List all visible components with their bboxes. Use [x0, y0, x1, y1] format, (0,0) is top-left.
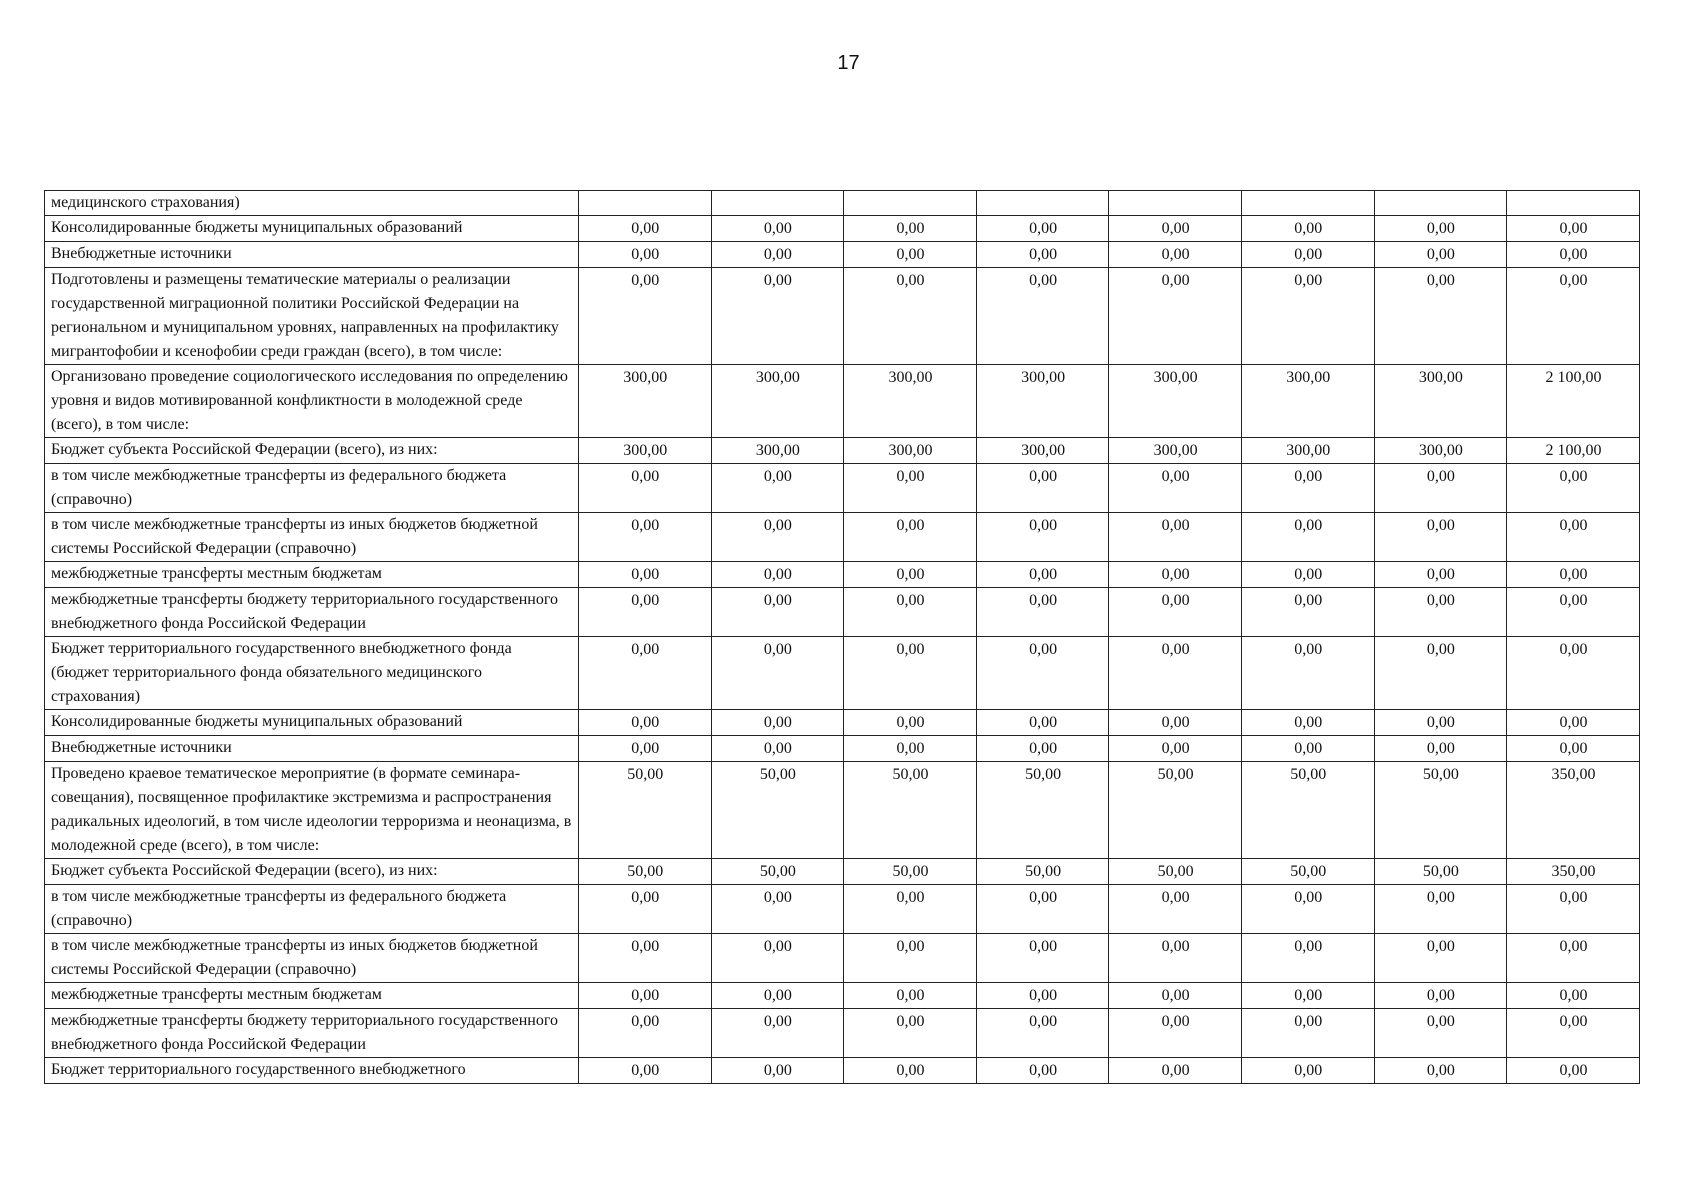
- table-row: [45, 859, 1640, 885]
- value-cell: 0,00: [711, 1009, 844, 1058]
- value-cell: 0,00: [1241, 268, 1374, 365]
- row-label: Бюджет территориального государственного внебюджетного фонда (бюджет территориального фонда обязательного медицинского страхования): [45, 637, 579, 710]
- value-cell: 0,00: [1241, 588, 1374, 637]
- value-cell: 0,00: [976, 885, 1109, 934]
- value-cell: 0,00: [1109, 216, 1242, 242]
- row-label: Консолидированные бюджеты муниципальных образований: [45, 710, 579, 736]
- value-cell: 0,00: [1374, 216, 1507, 242]
- value-cell: 0,00: [1374, 885, 1507, 934]
- value-cell: 0,00: [711, 562, 844, 588]
- row-label: Внебюджетные источники: [45, 242, 579, 268]
- row-label: Бюджет субъекта Российской Федерации (всего), из них:: [45, 438, 579, 464]
- value-cell: 0,00: [1507, 562, 1640, 588]
- value-cell: 0,00: [1241, 637, 1374, 710]
- value-cell: 0,00: [976, 983, 1109, 1009]
- value-cell: 0,00: [711, 588, 844, 637]
- table-body: [45, 191, 1640, 1084]
- table-row: [45, 191, 1640, 216]
- value-cell: 0,00: [1109, 637, 1242, 710]
- value-cell: 0,00: [711, 464, 844, 513]
- table-row: [45, 934, 1640, 983]
- value-cell: 50,00: [844, 762, 977, 859]
- value-cell: 0,00: [711, 513, 844, 562]
- value-cell: 0,00: [579, 216, 712, 242]
- value-cell: 0,00: [1109, 885, 1242, 934]
- row-label: в том числе межбюджетные трансферты из иных бюджетов бюджетной системы Российской Федерации (справочно): [45, 934, 579, 983]
- table-row: [45, 983, 1640, 1009]
- value-cell: 0,00: [711, 1058, 844, 1084]
- row-label: межбюджетные трансферты бюджету территориального государственного внебюджетного фонда Российской Федерации: [45, 588, 579, 637]
- value-cell: [1374, 191, 1507, 216]
- value-cell: 0,00: [579, 268, 712, 365]
- value-cell: 0,00: [579, 562, 712, 588]
- value-cell: 300,00: [579, 438, 712, 464]
- value-cell: 50,00: [579, 859, 712, 885]
- row-label: межбюджетные трансферты бюджету территориального государственного внебюджетного фонда Российской Федерации: [45, 1009, 579, 1058]
- value-cell: 300,00: [976, 365, 1109, 438]
- value-cell: 0,00: [844, 637, 977, 710]
- value-cell: 0,00: [1507, 588, 1640, 637]
- row-label: в том числе межбюджетные трансферты из иных бюджетов бюджетной системы Российской Федерации (справочно): [45, 513, 579, 562]
- value-cell: 0,00: [976, 216, 1109, 242]
- value-cell: 0,00: [1109, 562, 1242, 588]
- value-cell: 0,00: [1374, 513, 1507, 562]
- value-cell: 50,00: [976, 762, 1109, 859]
- value-cell: 50,00: [1241, 762, 1374, 859]
- value-cell: 0,00: [579, 885, 712, 934]
- value-cell: 0,00: [1241, 736, 1374, 762]
- value-cell: 0,00: [1374, 934, 1507, 983]
- value-cell: 0,00: [711, 637, 844, 710]
- value-cell: 0,00: [844, 1058, 977, 1084]
- value-cell: 300,00: [579, 365, 712, 438]
- value-cell: 0,00: [1374, 1058, 1507, 1084]
- value-cell: 0,00: [844, 983, 977, 1009]
- value-cell: 0,00: [1374, 710, 1507, 736]
- value-cell: 0,00: [976, 588, 1109, 637]
- value-cell: 300,00: [1374, 365, 1507, 438]
- value-cell: 0,00: [1507, 464, 1640, 513]
- row-label: медицинского страхования): [45, 191, 579, 216]
- value-cell: 0,00: [1507, 1058, 1640, 1084]
- value-cell: 300,00: [1241, 365, 1374, 438]
- value-cell: 0,00: [1507, 885, 1640, 934]
- value-cell: 0,00: [579, 1009, 712, 1058]
- value-cell: 0,00: [711, 885, 844, 934]
- row-label: Бюджет территориального государственного внебюджетного: [45, 1058, 579, 1084]
- row-label: межбюджетные трансферты местным бюджетам: [45, 983, 579, 1009]
- value-cell: 0,00: [1241, 1058, 1374, 1084]
- value-cell: 0,00: [579, 513, 712, 562]
- row-label: Организовано проведение социологического исследования по определению уровня и видов мотивированной конфликтности в молодежной среде (всего), в том числе:: [45, 365, 579, 438]
- row-label: в том числе межбюджетные трансферты из федерального бюджета (справочно): [45, 885, 579, 934]
- value-cell: 2 100,00: [1507, 438, 1640, 464]
- value-cell: 50,00: [1241, 859, 1374, 885]
- value-cell: 300,00: [1109, 365, 1242, 438]
- value-cell: 0,00: [1374, 588, 1507, 637]
- value-cell: 50,00: [1374, 859, 1507, 885]
- table-row: [45, 268, 1640, 365]
- value-cell: 0,00: [1109, 588, 1242, 637]
- value-cell: 350,00: [1507, 762, 1640, 859]
- value-cell: 50,00: [711, 859, 844, 885]
- value-cell: 0,00: [1507, 242, 1640, 268]
- value-cell: 0,00: [976, 464, 1109, 513]
- value-cell: 300,00: [711, 365, 844, 438]
- value-cell: 0,00: [976, 637, 1109, 710]
- value-cell: 0,00: [1374, 562, 1507, 588]
- budget-table: [44, 190, 1640, 1084]
- value-cell: 0,00: [579, 464, 712, 513]
- value-cell: 0,00: [579, 736, 712, 762]
- value-cell: 0,00: [1507, 1009, 1640, 1058]
- value-cell: 0,00: [844, 562, 977, 588]
- table-row: [45, 1058, 1640, 1084]
- value-cell: 0,00: [1241, 513, 1374, 562]
- value-cell: 0,00: [844, 710, 977, 736]
- value-cell: 0,00: [579, 637, 712, 710]
- value-cell: 300,00: [1241, 438, 1374, 464]
- table-row: [45, 242, 1640, 268]
- value-cell: 0,00: [711, 983, 844, 1009]
- value-cell: 300,00: [1109, 438, 1242, 464]
- value-cell: 300,00: [711, 438, 844, 464]
- value-cell: 0,00: [844, 934, 977, 983]
- value-cell: 0,00: [1109, 242, 1242, 268]
- value-cell: [1109, 191, 1242, 216]
- row-label: Консолидированные бюджеты муниципальных образований: [45, 216, 579, 242]
- value-cell: 50,00: [1109, 859, 1242, 885]
- value-cell: 0,00: [1109, 1058, 1242, 1084]
- value-cell: [976, 191, 1109, 216]
- row-label: Подготовлены и размещены тематические материалы о реализации государственной миграционной политики Российской Федерации на региональном и муниципальном уровнях, направленных на профилактику мигрантофобии и ксенофобии среди граждан (всего), в том числе:: [45, 268, 579, 365]
- value-cell: 0,00: [1241, 562, 1374, 588]
- value-cell: 0,00: [1109, 1009, 1242, 1058]
- value-cell: 0,00: [1507, 736, 1640, 762]
- table-row: [45, 513, 1640, 562]
- table-row: [45, 710, 1640, 736]
- value-cell: 0,00: [844, 242, 977, 268]
- value-cell: 300,00: [1374, 438, 1507, 464]
- value-cell: 0,00: [1374, 736, 1507, 762]
- value-cell: [711, 191, 844, 216]
- value-cell: 0,00: [1241, 983, 1374, 1009]
- value-cell: 300,00: [976, 438, 1109, 464]
- value-cell: 50,00: [976, 859, 1109, 885]
- value-cell: 50,00: [844, 859, 977, 885]
- table-row: [45, 736, 1640, 762]
- page-number: 17: [837, 52, 860, 74]
- value-cell: 0,00: [1374, 242, 1507, 268]
- value-cell: 0,00: [1109, 736, 1242, 762]
- value-cell: 0,00: [1241, 885, 1374, 934]
- value-cell: 0,00: [1241, 464, 1374, 513]
- value-cell: 0,00: [976, 268, 1109, 365]
- value-cell: 0,00: [1374, 268, 1507, 365]
- value-cell: 0,00: [976, 562, 1109, 588]
- value-cell: 0,00: [1507, 934, 1640, 983]
- value-cell: 0,00: [579, 588, 712, 637]
- value-cell: 350,00: [1507, 859, 1640, 885]
- row-label: в том числе межбюджетные трансферты из федерального бюджета (справочно): [45, 464, 579, 513]
- value-cell: 0,00: [1507, 637, 1640, 710]
- row-label: межбюджетные трансферты местным бюджетам: [45, 562, 579, 588]
- value-cell: 0,00: [579, 1058, 712, 1084]
- value-cell: 0,00: [844, 588, 977, 637]
- value-cell: 0,00: [844, 216, 977, 242]
- value-cell: 0,00: [1109, 983, 1242, 1009]
- value-cell: 300,00: [844, 438, 977, 464]
- table-row: [45, 588, 1640, 637]
- row-label: Проведено краевое тематическое мероприятие (в формате семинара-совещания), посвященное профилактике экстремизма и распространения радикальных идеологий, в том числе идеологии терроризма и неонацизма, в молодежной среде (всего), в том числе:: [45, 762, 579, 859]
- value-cell: [844, 191, 977, 216]
- value-cell: [1507, 191, 1640, 216]
- value-cell: 0,00: [1507, 983, 1640, 1009]
- value-cell: 0,00: [711, 268, 844, 365]
- value-cell: 0,00: [711, 242, 844, 268]
- value-cell: 0,00: [1374, 464, 1507, 513]
- value-cell: 2 100,00: [1507, 365, 1640, 438]
- value-cell: 0,00: [1241, 1009, 1374, 1058]
- value-cell: 50,00: [711, 762, 844, 859]
- value-cell: 0,00: [1374, 983, 1507, 1009]
- row-label: Внебюджетные источники: [45, 736, 579, 762]
- value-cell: 0,00: [1507, 513, 1640, 562]
- value-cell: 300,00: [844, 365, 977, 438]
- value-cell: [1241, 191, 1374, 216]
- value-cell: 0,00: [1241, 242, 1374, 268]
- value-cell: 0,00: [711, 736, 844, 762]
- value-cell: [579, 191, 712, 216]
- value-cell: 0,00: [976, 1058, 1109, 1084]
- value-cell: 0,00: [844, 885, 977, 934]
- value-cell: 0,00: [1241, 216, 1374, 242]
- value-cell: 0,00: [976, 1009, 1109, 1058]
- value-cell: 0,00: [976, 242, 1109, 268]
- value-cell: 0,00: [976, 934, 1109, 983]
- value-cell: 0,00: [1109, 268, 1242, 365]
- row-label: Бюджет субъекта Российской Федерации (всего), из них:: [45, 859, 579, 885]
- value-cell: 0,00: [844, 1009, 977, 1058]
- value-cell: 0,00: [579, 242, 712, 268]
- value-cell: 0,00: [1109, 464, 1242, 513]
- value-cell: 0,00: [1109, 934, 1242, 983]
- value-cell: 0,00: [1507, 268, 1640, 365]
- value-cell: 0,00: [1507, 216, 1640, 242]
- value-cell: 0,00: [844, 268, 977, 365]
- table-row: [45, 216, 1640, 242]
- value-cell: 0,00: [1507, 710, 1640, 736]
- value-cell: 0,00: [1374, 1009, 1507, 1058]
- value-cell: 0,00: [976, 513, 1109, 562]
- value-cell: 0,00: [1241, 710, 1374, 736]
- value-cell: 0,00: [1109, 710, 1242, 736]
- value-cell: 0,00: [976, 736, 1109, 762]
- value-cell: 50,00: [1109, 762, 1242, 859]
- value-cell: 0,00: [976, 710, 1109, 736]
- value-cell: 50,00: [579, 762, 712, 859]
- value-cell: 0,00: [711, 710, 844, 736]
- value-cell: 0,00: [1109, 513, 1242, 562]
- value-cell: 50,00: [1374, 762, 1507, 859]
- value-cell: 0,00: [1241, 934, 1374, 983]
- table-row: [45, 438, 1640, 464]
- value-cell: 0,00: [844, 736, 977, 762]
- table-row: [45, 885, 1640, 934]
- table-row: [45, 464, 1640, 513]
- value-cell: 0,00: [711, 934, 844, 983]
- value-cell: 0,00: [579, 710, 712, 736]
- table-row: [45, 637, 1640, 710]
- value-cell: 0,00: [711, 216, 844, 242]
- table-row: [45, 1009, 1640, 1058]
- value-cell: 0,00: [1374, 637, 1507, 710]
- value-cell: 0,00: [844, 464, 977, 513]
- value-cell: 0,00: [579, 983, 712, 1009]
- value-cell: 0,00: [579, 934, 712, 983]
- table-row: [45, 762, 1640, 859]
- table-row: [45, 365, 1640, 438]
- value-cell: 0,00: [844, 513, 977, 562]
- table-row: [45, 562, 1640, 588]
